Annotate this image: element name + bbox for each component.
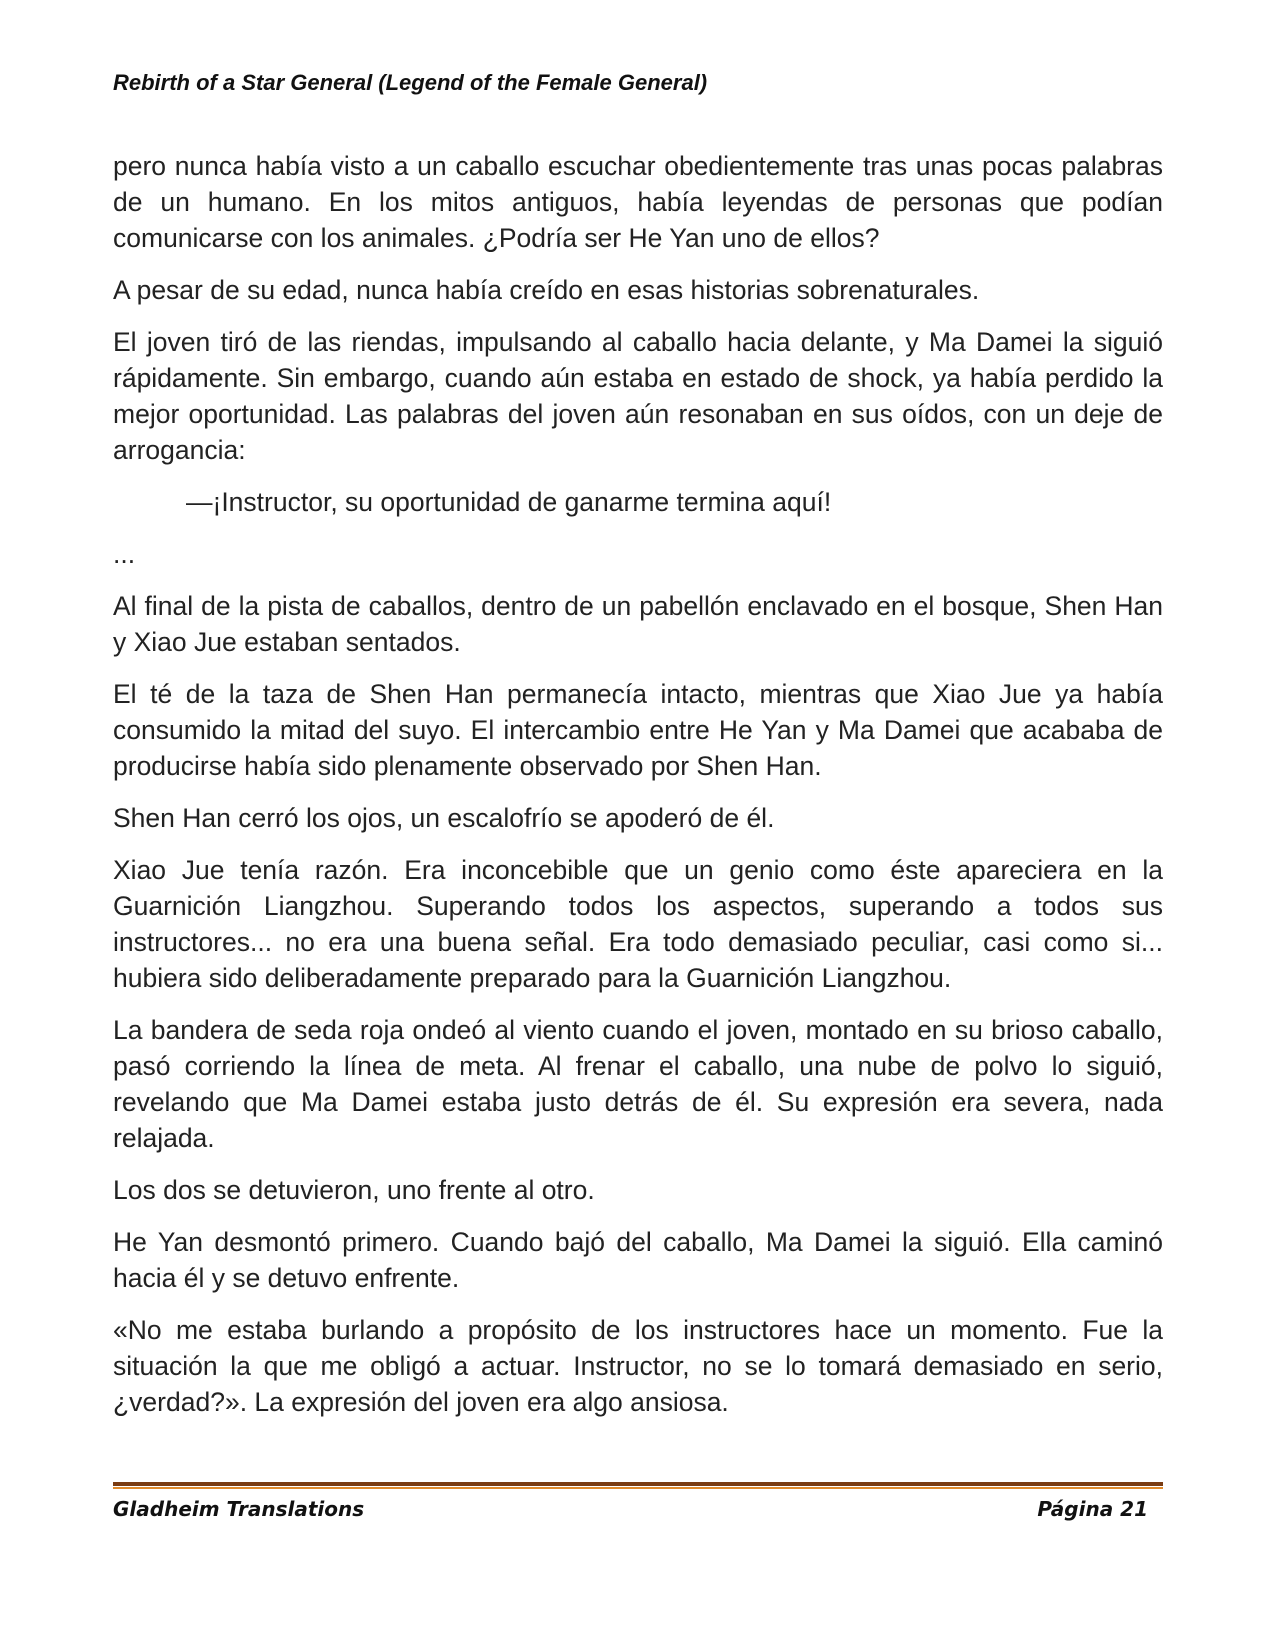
paragraph: La bandera de seda roja ondeó al viento cuando el joven, montado en su brioso caballo, pasó corriendo la línea de meta. Al frenar el caballo, una nube de polvo lo siguió, revelando que Ma Damei estaba justo detrás de él. Su expresión era severa, nada relajada.: [113, 1015, 1163, 1153]
dialogue-line: —¡Instructor, su oportunidad de ganarme termina aquí!: [186, 487, 832, 517]
paragraph: Shen Han cerró los ojos, un escalofrío se apoderó de él.: [113, 803, 775, 833]
footer-page-number: Página 21: [1037, 1497, 1148, 1521]
paragraph: Xiao Jue tenía razón. Era inconcebible que un genio como éste apareciera en la Guarnición Liangzhou. Superando todos los aspectos, superando a todos sus instructores... no era una buena señal. Era todo demasiado peculiar, casi como si... hubiera sido deliberadamente preparado para la Guarnición Liangzhou.: [113, 855, 1163, 993]
scene-break: ...: [113, 539, 136, 569]
footer-divider-light: [113, 1487, 1163, 1489]
footer-publisher: Gladheim Translations: [113, 1497, 365, 1521]
paragraph: Al final de la pista de caballos, dentro de un pabellón enclavado en el bosque, Shen Han y Xiao Jue estaban sentados.: [113, 591, 1163, 657]
paragraph: Los dos se detuvieron, uno frente al otro.: [113, 1175, 595, 1205]
document-header-title: Rebirth of a Star General (Legend of the Female General): [113, 70, 708, 95]
page-body: [113, 148, 1163, 1436]
footer-divider: [113, 1482, 1163, 1490]
paragraph: El joven tiró de las riendas, impulsando al caballo hacia delante, y Ma Damei la siguió rápidamente. Sin embargo, cuando aún estaba en estado de shock, ya había perdido la mejor oportunidad. Las palabras del joven aún resonaban en sus oídos, con un deje de arrogancia:: [113, 327, 1163, 465]
paragraph: He Yan desmontó primero. Cuando bajó del caballo, Ma Damei la siguió. Ella caminó hacia él y se detuvo enfrente.: [113, 1227, 1163, 1293]
paragraph: «No me estaba burlando a propósito de los instructores hace un momento. Fue la situación la que me obligó a actuar. Instructor, no se lo tomará demasiado en serio, ¿verdad?». La expresión del joven era algo ansiosa.: [113, 1315, 1163, 1417]
paragraph: El té de la taza de Shen Han permanecía intacto, mientras que Xiao Jue ya había consumido la mitad del suyo. El intercambio entre He Yan y Ma Damei que acababa de producirse había sido plenamente observado por Shen Han.: [113, 679, 1163, 781]
paragraph: A pesar de su edad, nunca había creído en esas historias sobrenaturales.: [113, 275, 980, 305]
paragraph: pero nunca había visto a un caballo escuchar obedientemente tras unas pocas palabras de un humano. En los mitos antiguos, había leyendas de personas que podían comunicarse con los animales. ¿Podría ser He Yan uno de ellos?: [113, 151, 1163, 253]
